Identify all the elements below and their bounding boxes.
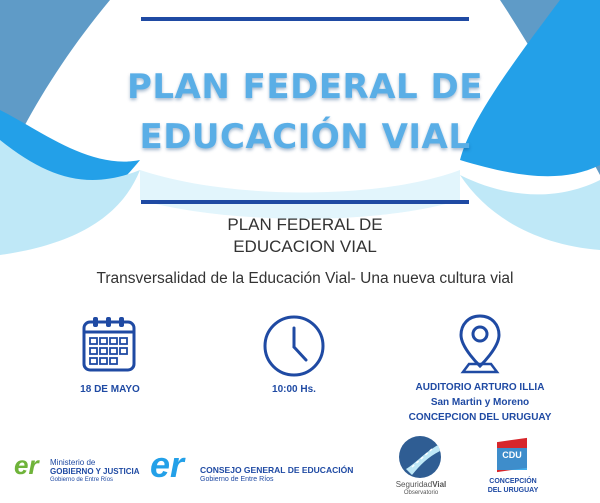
er-mark: er <box>14 450 39 480</box>
ministerio-line-1: Ministerio de <box>50 458 96 467</box>
location-line-3: CONCEPCION DEL URUGUAY <box>408 412 552 423</box>
consejo-line-2: Gobierno de Entre Ríos <box>200 476 274 483</box>
cdu-mark: CDU <box>502 450 522 460</box>
clock-icon <box>262 314 326 378</box>
headline-line-2: EDUCACIÓN VIAL <box>139 117 471 157</box>
curtain-center-light <box>140 170 460 219</box>
road-badge-icon <box>398 435 442 479</box>
concepcion-line-1: CONCEPCIÓN <box>489 478 537 485</box>
map-pin-icon <box>455 312 505 376</box>
subtitle <box>150 214 460 258</box>
concepcion-text <box>482 477 544 495</box>
subtitle-line-2: EDUCACION VIAL <box>233 237 377 256</box>
location-text <box>398 380 562 425</box>
consejo-text <box>200 466 353 484</box>
vial-word: Vial <box>432 480 447 489</box>
headline <box>100 62 510 162</box>
er-large-mark: er <box>150 444 185 485</box>
seguridad-line-2: Observatorio <box>403 490 439 496</box>
seguridad-line-1 <box>390 480 452 489</box>
location-line-2: San Martin y Moreno <box>430 397 530 408</box>
date-text: 18 DE MAYO <box>80 384 140 395</box>
seguridad-word: Seguridad <box>395 480 433 489</box>
headline-line-1: PLAN FEDERAL DE <box>126 67 484 107</box>
top-rule <box>141 17 469 21</box>
location-line-1: AUDITORIO ARTURO ILLIA <box>415 382 545 393</box>
curtain-light-right <box>460 175 600 250</box>
consejo-line-1: CONSEJO GENERAL DE EDUCACIÓN <box>200 465 354 475</box>
ministerio-text <box>50 458 140 485</box>
calendar-icon <box>80 314 138 374</box>
concepcion-line-2: DEL URUGUAY <box>487 487 539 494</box>
bottom-rule <box>141 200 469 204</box>
ministerio-line-2: GOBIERNO Y JUSTICIA <box>50 467 140 476</box>
time-text: 10:00 Hs. <box>272 384 316 395</box>
tagline: Transversalidad de la Educación Vial- Una nueva cultura vial <box>96 270 514 287</box>
ministerio-line-3: Gobierno de Entre Ríos <box>50 477 114 483</box>
seguridad-text <box>390 480 452 498</box>
subtitle-line-1: PLAN FEDERAL DE <box>227 215 383 234</box>
